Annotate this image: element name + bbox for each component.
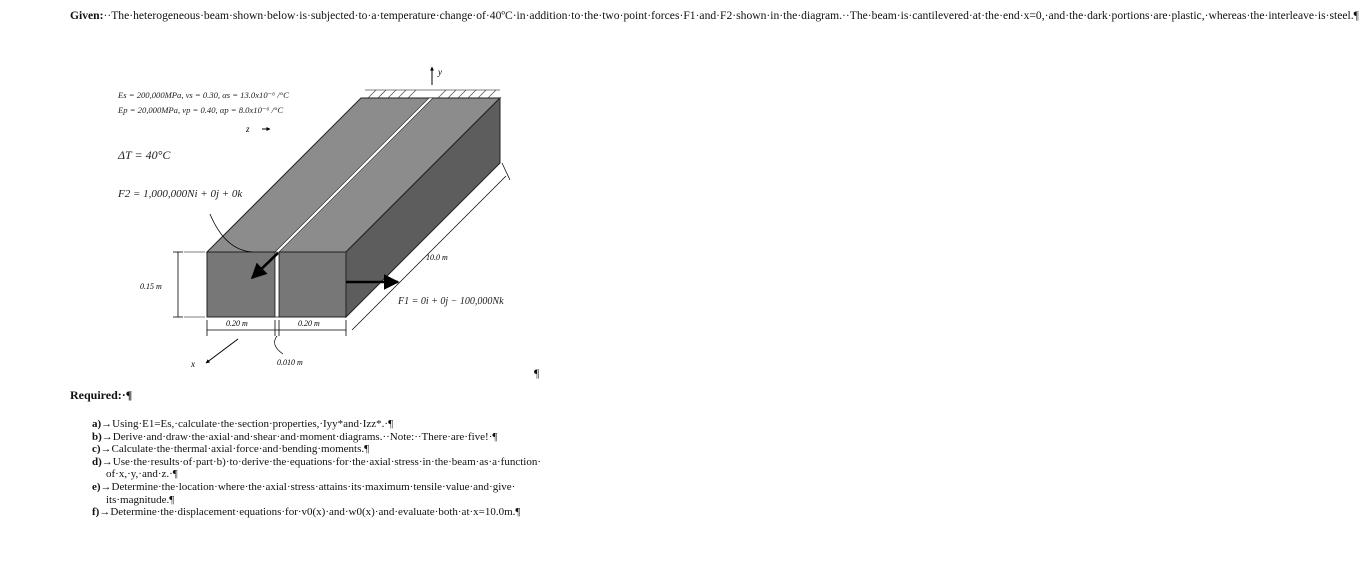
item-letter: a)→ bbox=[92, 418, 113, 430]
required-item-f bbox=[92, 506, 592, 519]
item-text: Determine·the·location·where·the·axial·stress·attains·its·maximum·tensile·value·and·give· bbox=[111, 480, 516, 493]
steel-properties: Es = 200,000MPa, νs = 0.30, αs = 13.0x10⁻⁶ /°C bbox=[118, 90, 289, 100]
force-f1: F1 = 0i + 0j − 100,000Nk bbox=[398, 296, 504, 307]
given-text: ··The·heterogeneous·beam·shown·below·is·subjected·to·a·temperature·change·of·40ºC·in·addition·to·the·two·point·forces·F1·and·F2·shown·in·the·diagram.··The·beam·is·cantilevered·at·the·end·x=0,·and·the·dark·portions·are·plastic,·whereas·the·interleave·is·steel.¶ bbox=[103, 9, 1359, 22]
required-heading: Required:·¶ bbox=[70, 388, 133, 402]
wall-hatch bbox=[365, 90, 500, 98]
width-right-label: 0.20 m bbox=[298, 319, 320, 328]
item-text: Using·E1=Es,·calculate·the·section·properties,·Iyy*and·Izz*.·¶ bbox=[112, 418, 394, 430]
front-right-plastic bbox=[279, 252, 346, 317]
x-axis-arrow bbox=[206, 339, 238, 363]
item-letter: d)→ bbox=[92, 455, 113, 468]
plastic-properties: Ep = 20,000MPa, νp = 0.40, αp = 8.0x10⁻⁶ /°C bbox=[118, 105, 284, 115]
force-f2: F2 = 1,000,000Ni + 0j + 0k bbox=[118, 188, 243, 200]
steel-interleave bbox=[275, 252, 279, 317]
beam-figure bbox=[0, 0, 646, 380]
item-text: Determine·the·displacement·equations·for·v0(x)·and·w0(x)·and·evaluate·both·at·x=10.0m.¶ bbox=[110, 506, 521, 519]
length-label: 10.0 m bbox=[426, 253, 448, 262]
item-continuation: its·magnitude.¶ bbox=[106, 493, 175, 506]
required-item-e bbox=[92, 481, 592, 506]
width-left-label: 0.20 m bbox=[226, 319, 248, 328]
required-item-a bbox=[92, 418, 592, 431]
interleave-leader bbox=[275, 336, 283, 354]
interleave-label: 0.010 m bbox=[277, 358, 303, 367]
item-text: Calculate·the·thermal·axial·force·and·bending·moments.¶ bbox=[111, 443, 370, 456]
required-list bbox=[92, 418, 592, 519]
item-letter: f)→ bbox=[92, 506, 111, 519]
delta-t: ΔT = 40°C bbox=[118, 148, 171, 162]
item-text: Derive·and·draw·the·axial·and·shear·and·moment·diagrams.··Note:··There·are·five!·¶ bbox=[112, 430, 498, 443]
z-axis-label: z bbox=[246, 124, 250, 134]
front-left-plastic bbox=[207, 252, 275, 317]
required-item-d bbox=[92, 456, 592, 481]
pilcrow-mark: ¶ bbox=[534, 366, 540, 380]
item-text: Use·the·results·of·part·b)·to·derive·the·equations·for·the·axial·stress·in·the·beam·as·a·function· bbox=[112, 455, 541, 468]
x-axis-label: x bbox=[191, 359, 195, 369]
given-label: Given: bbox=[70, 9, 104, 22]
height-label: 0.15 m bbox=[140, 282, 162, 291]
item-continuation: of·x,·y,·and·z.·¶ bbox=[106, 468, 178, 481]
item-letter: c)→ bbox=[92, 443, 112, 456]
item-letter: b)→ bbox=[92, 430, 113, 443]
y-axis-label: y bbox=[438, 67, 442, 77]
height-dimension bbox=[173, 252, 205, 317]
required-item-b bbox=[92, 431, 592, 444]
required-item-c bbox=[92, 443, 592, 456]
item-letter: e)→ bbox=[92, 480, 112, 493]
